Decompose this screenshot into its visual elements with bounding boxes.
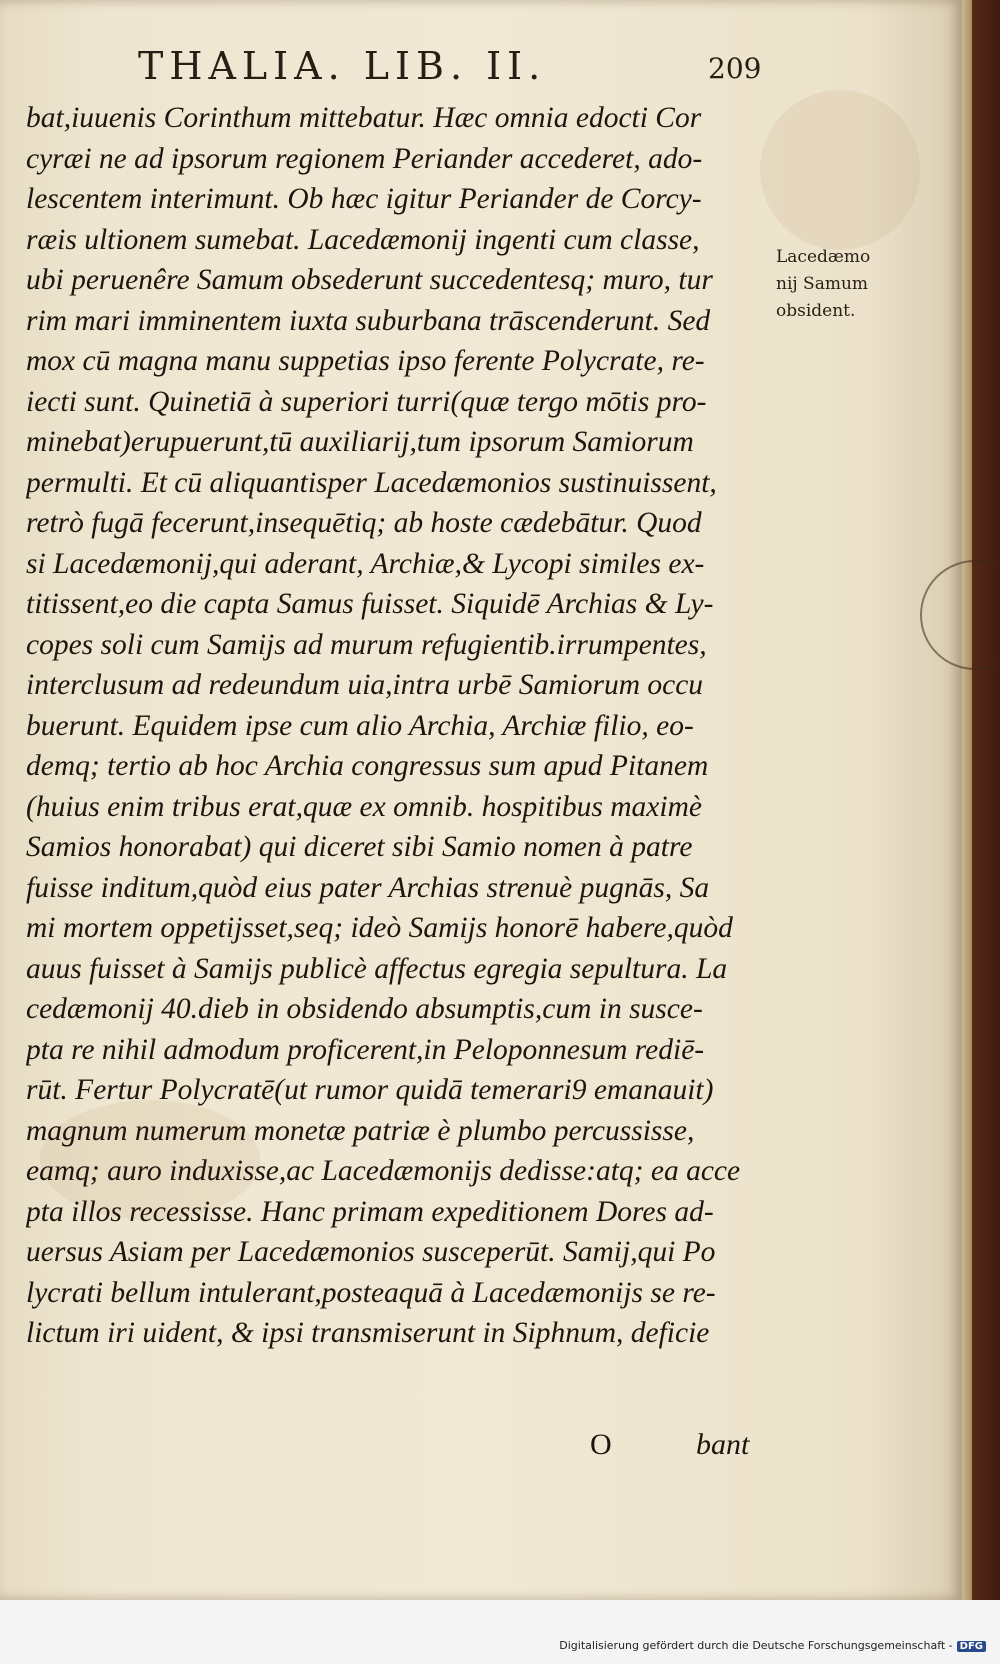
text-line: retrò fugā fecerunt,insequētiq; ab hoste cædebātur. Quod bbox=[26, 507, 702, 539]
text-line: interclusum ad redeundum uia,intra urbē Samiorum occu bbox=[26, 669, 704, 701]
text-line: cedæmonij 40.dieb in obsidendo absumptis,cum in susce- bbox=[26, 993, 703, 1025]
catchword: bant bbox=[696, 1428, 750, 1461]
text-line: mox cū magna manu suppetias ipso ferente Polycrate, re- bbox=[26, 345, 705, 377]
text-line: lictum iri uident, & ipsi transmiserunt in Siphnum, deficie bbox=[26, 1317, 710, 1349]
body-text bbox=[26, 98, 796, 1354]
text-line: rūt. Fertur Polycratē(ut rumor quidā temerari9 emanauit) bbox=[26, 1074, 714, 1106]
text-line: pta re nihil admodum proficerent,in Peloponnesum rediē- bbox=[26, 1033, 705, 1066]
text-line: iecti sunt. Quinetiā à superiori turri(quæ tergo mōtis pro- bbox=[26, 385, 707, 418]
text-line: buerunt. Equidem ipse cum alio Archia, Archiæ filio, eo- bbox=[26, 709, 694, 742]
margin-note-line: obsident. bbox=[776, 301, 856, 321]
margin-note-line: Lacedæmo bbox=[776, 247, 871, 267]
footer-bar bbox=[0, 1600, 1000, 1664]
text-line: permulti. Et cū aliquantisper Lacedæmonios sustinuissent, bbox=[26, 466, 717, 499]
credit-text: Digitalisierung gefördert durch die Deutsche Forschungsgemeinschaft - bbox=[559, 1639, 953, 1652]
text-line: ubi peruenêre Samum obsederunt succedentesq; muro, tur bbox=[26, 264, 713, 296]
running-head: THALIA. LIB. II. bbox=[138, 44, 547, 88]
text-line: cyræi ne ad ipsorum regionem Periander accederet, ado- bbox=[26, 142, 703, 175]
text-line: copes soli cum Samijs ad murum refugientib.irrumpentes, bbox=[26, 628, 707, 661]
text-line: titissent,eo die capta Samus fuisset. Siquidē Archias & Ly- bbox=[26, 588, 714, 620]
text-line: pta illos recessisse. Hanc primam expeditionem Dores ad- bbox=[26, 1195, 714, 1228]
text-line: ræis ultionem sumebat. Lacedæmonij ingenti cum classe, bbox=[26, 223, 700, 256]
digitization-credit bbox=[559, 1639, 986, 1652]
text-line: fuisse inditum,quòd eius pater Archias strenuè pugnās, Sa bbox=[26, 871, 710, 904]
text-line: bat,iuuenis Corinthum mittebatur. Hæc omnia edocti Cor bbox=[26, 102, 702, 134]
text-line: demq; tertio ab hoc Archia congressus sum apud Pitanem bbox=[26, 750, 709, 782]
text-line: uersus Asiam per Lacedæmonios susceperūt. Samij,qui Po bbox=[26, 1236, 716, 1268]
text-line: minebat)erupuerunt,tū auxiliarij,tum ipsorum Samiorum bbox=[26, 426, 694, 458]
text-line: mi mortem oppetijsset,seq; ideò Samijs honorē habere,quòd bbox=[26, 912, 733, 944]
margin-note-line: nij Samum bbox=[776, 274, 869, 294]
page-number: 209 bbox=[708, 52, 762, 85]
text-line: auus fuisset à Samijs publicè affectus egregia sepultura. La bbox=[26, 952, 728, 985]
dfg-logo: DFG bbox=[957, 1641, 986, 1652]
text-line: rim mari imminentem iuxta suburbana trāscenderunt. Sed bbox=[26, 304, 711, 337]
text-line: Samios honorabat) qui diceret sibi Samio nomen à patre bbox=[26, 831, 693, 863]
page-edge bbox=[962, 0, 972, 1600]
margin-note bbox=[776, 244, 926, 325]
text-line: eamq; auro induxisse,ac Lacedæmonijs dedisse:atq; ea acce bbox=[26, 1155, 741, 1187]
text-line: si Lacedæmonij,qui aderant, Archiæ,& Lycopi similes ex- bbox=[26, 547, 705, 580]
signature-mark: O bbox=[590, 1428, 612, 1461]
text-line: magnum numerum monetæ patriæ è plumbo percussisse, bbox=[26, 1114, 695, 1147]
text-line: lescentem interimunt. Ob hæc igitur Periander de Corcy- bbox=[26, 183, 702, 215]
text-line: (huius enim tribus erat,quæ ex omnib. hospitibus maximè bbox=[26, 790, 702, 823]
text-line: lycrati bellum intulerant,posteaquā à Lacedæmonijs se re- bbox=[26, 1276, 716, 1309]
